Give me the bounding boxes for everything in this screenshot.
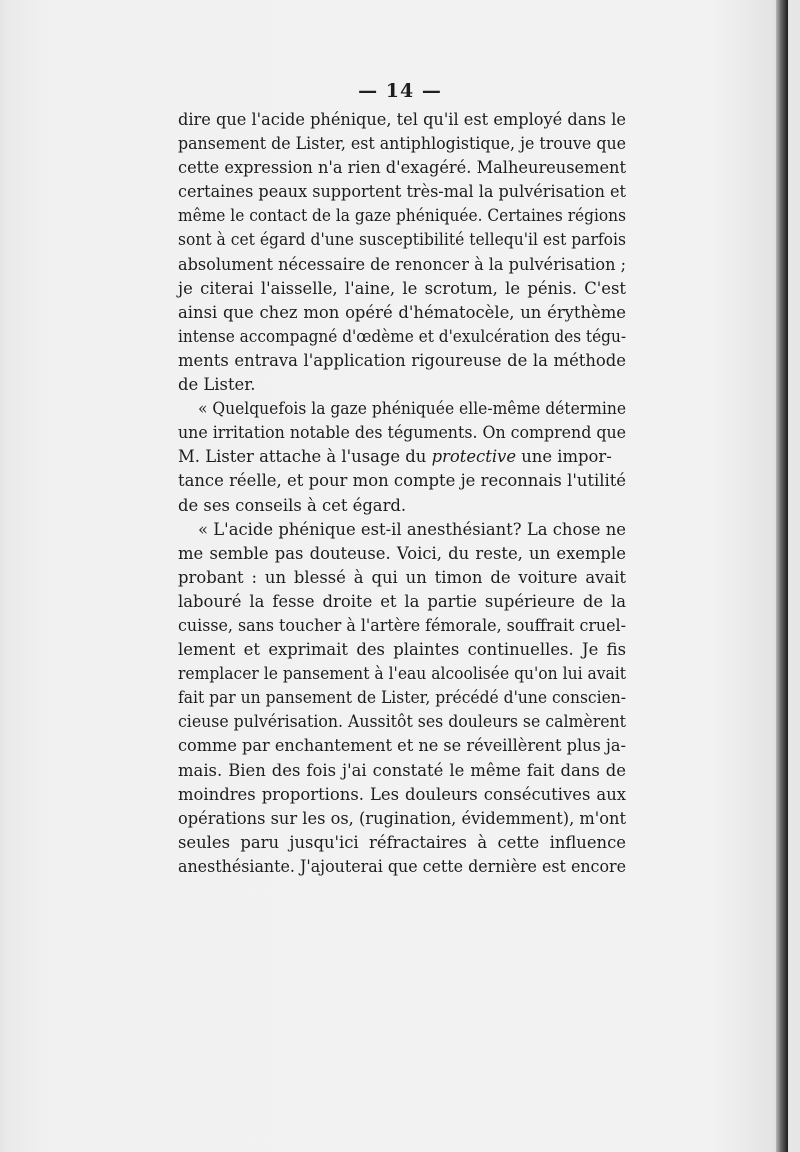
text-line: cuisse, sans toucher à l'artère fémorale, souffrait cruel-	[178, 615, 626, 635]
text-line: anesthésiante. J'ajouterai que cette dernière est encore	[178, 856, 626, 876]
text-line: cieuse pulvérisation. Aussitôt ses douleurs se calmèrent	[178, 712, 626, 732]
text-line: je citerai l'aisselle, l'aine, le scrotum, le pénis. C'est	[178, 278, 626, 298]
text-line: moindres proportions. Les douleurs consécutives aux	[178, 784, 626, 804]
text-line: opérations sur les os, (rugination, évidemment), m'ont	[178, 808, 626, 828]
text-line: absolument nécessaire de renoncer à la pulvérisation ;	[178, 254, 626, 274]
text-line: fait par un pansement de Lister, précédé d'une conscien-	[178, 688, 626, 708]
text-line: mais. Bien des fois j'ai constaté le même fait dans de	[178, 760, 626, 780]
text-line: une irritation notable des téguments. On comprend que	[178, 423, 626, 443]
text-line: ments entrava l'application rigoureuse de la méthode	[178, 350, 626, 370]
text-line: de ses conseils à cet égard.	[178, 495, 407, 515]
italic-term: protective	[431, 447, 517, 467]
text-line: seules paru jusqu'ici réfractaires à cette influence	[178, 832, 626, 852]
text-line-mixed	[178, 445, 626, 469]
text-line: probant : un blessé à qui un timon de voiture avait	[178, 567, 626, 587]
page-edge-shadow	[776, 0, 788, 1152]
text-line: remplacer le pansement à l'eau alcoolisée qu'on lui avait	[178, 664, 626, 684]
text-line: lement et exprimait des plaintes continuelles. Je fis	[178, 640, 626, 660]
text-line: tance réelle, et pour mon compte je reconnais l'utilité	[178, 471, 626, 491]
text-segment: une impor-	[521, 447, 612, 467]
page-number: — 14 —	[358, 80, 442, 102]
body-text	[178, 108, 626, 879]
text-line: « Quelquefois la gaze phéniquée elle-même détermine	[198, 399, 626, 419]
text-line: me semble pas douteuse. Voici, du reste, un exemple	[178, 543, 626, 563]
text-line: de Lister.	[178, 375, 256, 395]
text-line: dire que l'acide phénique, tel qu'il est employé dans le	[178, 110, 626, 129]
text-line: certaines peaux supportent très-mal la pulvérisation et	[178, 182, 626, 202]
text-line: labouré la fesse droite et la partie supérieure de la	[178, 591, 626, 611]
text-line: comme par enchantement et ne se réveillèrent plus ja-	[178, 736, 626, 756]
text-line: cette expression n'a rien d'exagéré. Malheureusement	[178, 158, 626, 178]
text-line: pansement de Lister, est antiphlogistique, je trouve que	[178, 134, 626, 154]
text-line: même le contact de la gaze phéniquée. Certaines régions	[178, 206, 626, 226]
text-line: ainsi que chez mon opéré d'hématocèle, un érythème	[178, 302, 626, 322]
text-line: « L'acide phénique est-il anesthésiant? La chose ne	[198, 519, 626, 539]
text-line: intense accompagné d'œdème et d'exulcération des tégu-	[178, 326, 626, 346]
text-line: sont à cet égard d'une susceptibilité tellequ'il est parfois	[178, 230, 626, 250]
text-segment: M. Lister attache à l'usage du	[178, 447, 427, 467]
